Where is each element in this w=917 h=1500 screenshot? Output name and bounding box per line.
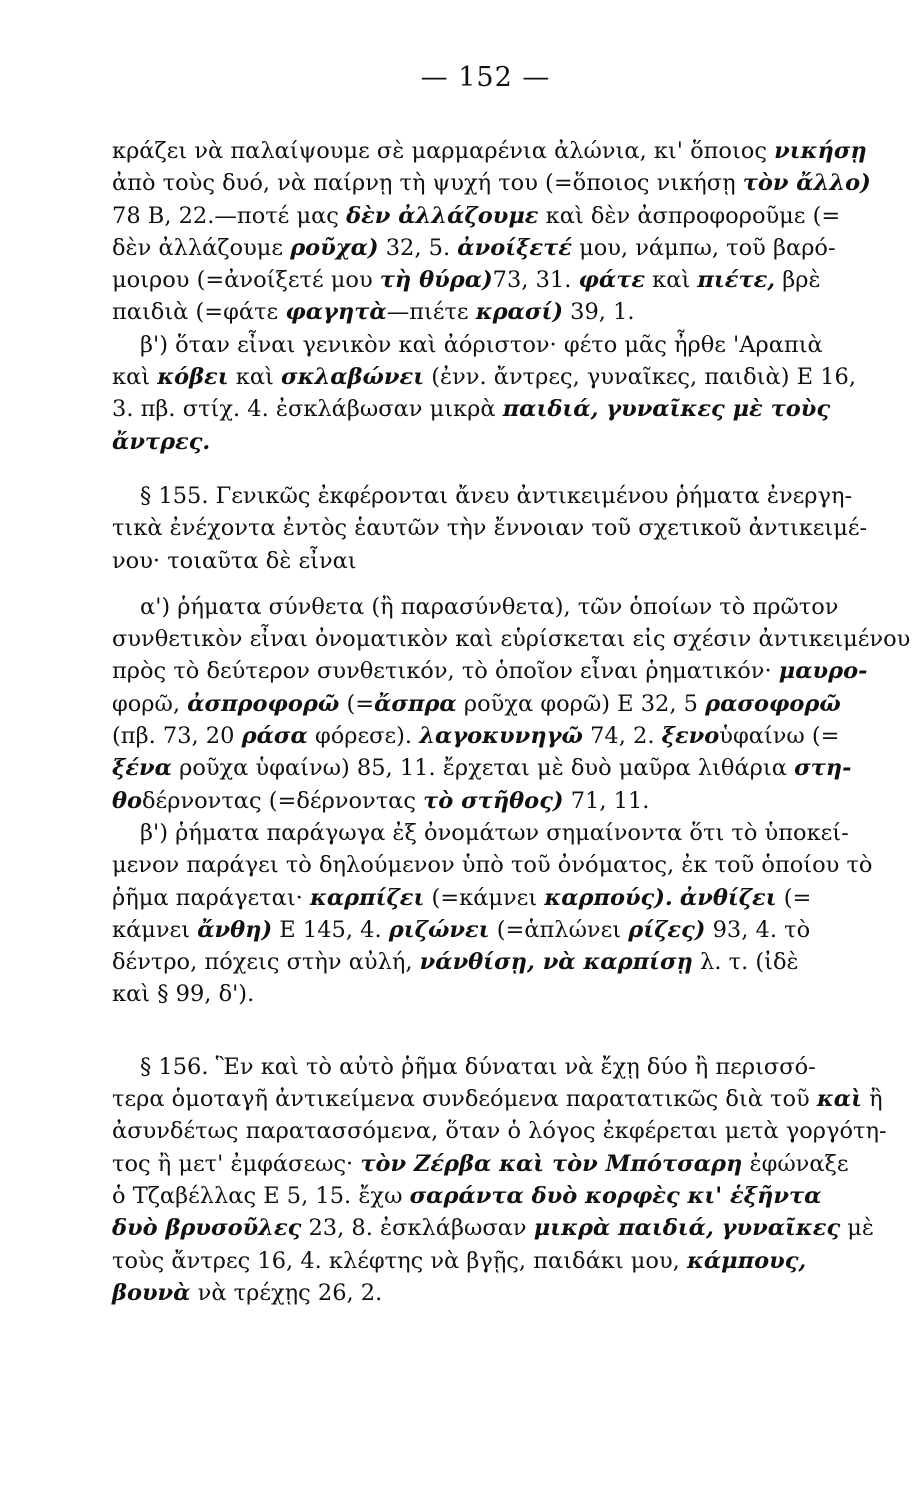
text-run: συνθετικὸν εἶναι ὀνοματικὸν καὶ εὑρίσκεται εἰς σχέσιν ἀντικειμένου	[112, 626, 911, 653]
emphasized-text: τὴ θύρα)	[379, 267, 493, 294]
text-run: καὶ δὲν ἀσπροφοροῦμε (=	[538, 202, 841, 229]
text-run	[673, 885, 680, 911]
paragraph-p5	[112, 817, 873, 1011]
text-run: 32, 5.	[378, 234, 458, 261]
text-line	[112, 752, 859, 784]
text-run: φόρεσε).	[307, 723, 420, 750]
emphasized-text: τὸ στῆθος)	[423, 787, 564, 814]
text-line	[112, 849, 873, 881]
text-run: α') ῥήματα σύνθετα (ἢ παρασύνθετα), τῶν ὁποίων τὸ πρῶτον	[140, 593, 839, 620]
text-run: ἐφώναξε	[742, 1150, 849, 1177]
text-run: ἀπὸ τοὺς δυό, νὰ παίρνῃ τὴ ψυχή του (=ὅποιος νικήσῃ	[112, 170, 743, 197]
emphasized-text: ριζώνει	[388, 916, 490, 943]
emphasized-text: λαγοκυνηγῶ	[419, 723, 583, 750]
text-run: δὲν ἀλλάζουμε	[112, 234, 291, 261]
text-line	[112, 426, 859, 458]
text-line	[112, 135, 867, 167]
text-run: 71, 11.	[563, 787, 650, 814]
text-run: τερα ὁμοταγῆ ἀντικείμενα συνδεόμενα παρατατικῶς διὰ τοῦ	[112, 1086, 817, 1113]
text-run: λ. τ. (ἰδὲ	[692, 949, 799, 976]
emphasized-text: ἀσπροφορῶ	[187, 690, 340, 717]
text-run: (=	[339, 690, 375, 717]
paragraph-p1	[112, 135, 871, 329]
text-run: δέρνοντας (=δέρνοντας	[142, 787, 424, 814]
text-run: τικὰ ἐνέχοντα ἐντὸς ἑαυτῶν τὴν ἔννοιαν τοῦ σχετικοῦ ἀντικειμέ-	[112, 515, 868, 542]
emphasized-text: μαυρο-	[778, 658, 868, 685]
text-line	[112, 1083, 883, 1115]
text-run: τος ἢ μετ' ἐμφάσεως·	[112, 1150, 361, 1177]
text-line	[112, 978, 859, 1010]
text-line	[112, 785, 859, 817]
paragraph-p2	[112, 329, 859, 458]
text-line	[112, 655, 868, 687]
text-line	[112, 1245, 859, 1277]
emphasized-text: παιδιά, γυναῖκες μὲ τοὺς	[502, 396, 831, 423]
text-line	[112, 480, 859, 512]
emphasized-text: κάμπους,	[686, 1247, 807, 1274]
emphasized-text: τὸν ἄλλο)	[742, 170, 871, 197]
text-line	[112, 946, 859, 978]
emphasized-text: βουνὰ	[112, 1279, 191, 1306]
text-run: ροῦχα ὑφαίνω) 85, 11. ἔρχεται μὲ δυὸ μαῦρα λιθάρια	[171, 755, 795, 782]
emphasized-text: ἄντρες.	[112, 428, 211, 455]
text-run: τοὺς ἄντρες 16, 4. κλέφτης νὰ βγῇς, παιδάκι μου,	[112, 1247, 687, 1274]
text-run: νὰ τρέχῃς 26, 2.	[190, 1279, 383, 1306]
text-run: 73, 31.	[492, 267, 579, 294]
text-run: καὶ	[112, 364, 158, 391]
emphasized-text: ἀνθίζει	[679, 884, 777, 911]
text-run: πρὸς τὸ δεύτερον συνθετικόν, τὸ ὁποῖον εἶναι ῥηματικόν·	[112, 658, 779, 685]
emphasized-text: ροῦχα)	[290, 234, 379, 261]
text-run: νου· τοιαῦτα δὲ εἶναι	[112, 547, 357, 574]
emphasized-text: ἄνθη)	[197, 916, 273, 943]
text-run: ροῦχα φορῶ) E 32, 5	[456, 690, 706, 717]
emphasized-text: σκλαβώνει	[281, 364, 425, 391]
text-run: μοιρου (=ἀνοίξετέ μου	[112, 267, 380, 294]
emphasized-text: ξενο	[661, 723, 720, 750]
text-run: (=ἁπλώνει	[489, 916, 629, 943]
text-run: δέντρο, πόχεις στὴν αὐλή,	[112, 949, 420, 976]
text-line	[112, 817, 859, 849]
text-run: β') ῥήματα παράγωγα ἐξ ὀνομάτων σημαίνοντα ὅτι τὸ ὑποκεί-	[140, 819, 849, 846]
emphasized-text: ἀνοίξετέ	[457, 234, 572, 261]
text-run: ὑφαίνω (=	[719, 723, 840, 750]
emphasized-text: θο	[112, 787, 143, 814]
text-run: μὲ	[840, 1215, 875, 1242]
emphasized-text: πιέτε,	[697, 267, 776, 294]
text-line	[112, 591, 859, 623]
text-line	[112, 1115, 887, 1147]
text-line	[112, 720, 859, 752]
emphasized-text: νάνθίσῃ, νὰ καρπίσῃ	[419, 949, 693, 976]
text-run: ἀσυνδέτως παρατασσόμενα, ὅταν ὁ λόγος ἐκφέρεται μετὰ γοργότη-	[112, 1118, 887, 1145]
emphasized-text: ράσα	[241, 723, 308, 750]
text-line	[112, 296, 859, 328]
text-run: § 156. Ἓν καὶ τὸ αὐτὸ ῥῆμα δύναται νὰ ἔχῃ δύο ἢ περισσό-	[140, 1053, 816, 1080]
emphasized-text: ἄσπρα	[374, 690, 457, 717]
emphasized-text: μικρὰ παιδιά, γυναῖκες	[533, 1215, 841, 1242]
text-run: μου, νάμπω, τοῦ βαρό-	[571, 234, 836, 261]
text-line	[112, 545, 859, 577]
text-run: β') ὅταν εἶναι γενικὸν καὶ ἀόριστον· φέτο μᾶς ἦρθε 'Αραπιὰ	[140, 331, 823, 358]
text-run: (=	[776, 884, 812, 911]
text-run: καὶ	[645, 267, 698, 294]
text-line	[112, 1148, 859, 1180]
emphasized-text: καρπίζει	[309, 884, 425, 911]
text-line	[112, 1180, 859, 1212]
text-run: 3. πβ. στίχ. 4. ἐσκλάβωσαν μικρὰ	[112, 396, 503, 423]
text-line	[112, 1051, 859, 1083]
text-run: (ἐνν. ἄντρες, γυναῖκες, παιδιὰ) E 16,	[424, 364, 856, 391]
text-run: κάμνει	[112, 916, 198, 943]
text-line	[112, 264, 859, 296]
text-line	[112, 688, 859, 720]
text-run: ἢ	[861, 1086, 883, 1113]
text-run: κράζει νὰ παλαίψουμε σὲ μαρμαρένια ἀλώνια, κι' ὅποιος	[112, 138, 775, 164]
emphasized-text: καὶ	[816, 1086, 862, 1113]
text-run: E 145, 4.	[272, 916, 389, 943]
text-run: ῥῆμα παράγεται·	[112, 884, 310, 911]
text-line	[112, 623, 911, 655]
text-line	[112, 1212, 875, 1244]
emphasized-text: νικήσῃ	[774, 138, 867, 164]
emphasized-text: ρασοφορῶ	[705, 690, 841, 717]
text-run: 74, 2.	[582, 723, 662, 750]
emphasized-text: φάτε	[578, 267, 646, 294]
text-line	[112, 329, 859, 361]
paragraph-p4	[112, 591, 911, 817]
text-line	[112, 167, 871, 199]
text-run: —πιέτε	[386, 299, 476, 326]
text-run: (πβ. 73, 20	[112, 723, 242, 750]
text-run: μενον παράγει τὸ δηλούμενον ὑπὸ τοῦ ὀνόματος, ἐκ τοῦ ὁποίου τὸ	[112, 852, 873, 879]
page-number: — 152 —	[420, 62, 551, 93]
text-line	[112, 232, 859, 264]
emphasized-text: δὲν ἀλλάζουμε	[346, 202, 539, 229]
text-run: 23, 8. ἐσκλάβωσαν	[301, 1215, 534, 1242]
text-run: φορῶ,	[112, 690, 188, 717]
emphasized-text: κρασί)	[475, 299, 563, 326]
paragraph-p6	[112, 1051, 887, 1309]
emphasized-text: καρπούς).	[544, 884, 673, 911]
emphasized-text: ρίζες)	[628, 916, 706, 943]
text-run: ὁ Τζαβέλλας E 5, 15. ἔχω	[112, 1182, 410, 1209]
emphasized-text: κόβει	[157, 364, 229, 391]
text-line	[112, 1277, 859, 1309]
emphasized-text: ξένα	[112, 755, 172, 782]
text-run: 78 B, 22.—ποτέ μας	[112, 202, 347, 229]
text-line	[112, 882, 859, 914]
text-run: (=κάμνει	[424, 884, 545, 911]
emphasized-text: τὸν Ζέρβα καὶ τὸν Μπότσαρη	[360, 1150, 743, 1177]
text-run: 39, 1.	[563, 299, 635, 326]
emphasized-text: φαγητὰ	[285, 299, 387, 326]
text-run: παιδιὰ (=φάτε	[112, 299, 286, 326]
text-run: § 155. Γενικῶς ἐκφέρονται ἄνευ ἀντικειμένου ῥήματα ἐνεργη-	[140, 482, 853, 509]
body-text	[112, 135, 911, 1309]
text-line	[112, 914, 859, 946]
emphasized-text: σαράντα δυὸ κορφὲς κι' ἑξῆντα	[409, 1182, 822, 1209]
text-line	[112, 200, 859, 232]
text-run: καὶ	[228, 364, 282, 391]
text-run: βρὲ	[775, 267, 821, 294]
emphasized-text: στη-	[794, 755, 852, 782]
text-run: καὶ § 99, δ').	[112, 981, 255, 1008]
text-line	[112, 512, 868, 544]
text-line	[112, 393, 859, 425]
text-run: 93, 4. τὸ	[705, 916, 811, 943]
text-line	[112, 361, 859, 393]
paragraph-p3	[112, 480, 868, 577]
emphasized-text: δυὸ βρυσοῦλες	[112, 1215, 302, 1242]
